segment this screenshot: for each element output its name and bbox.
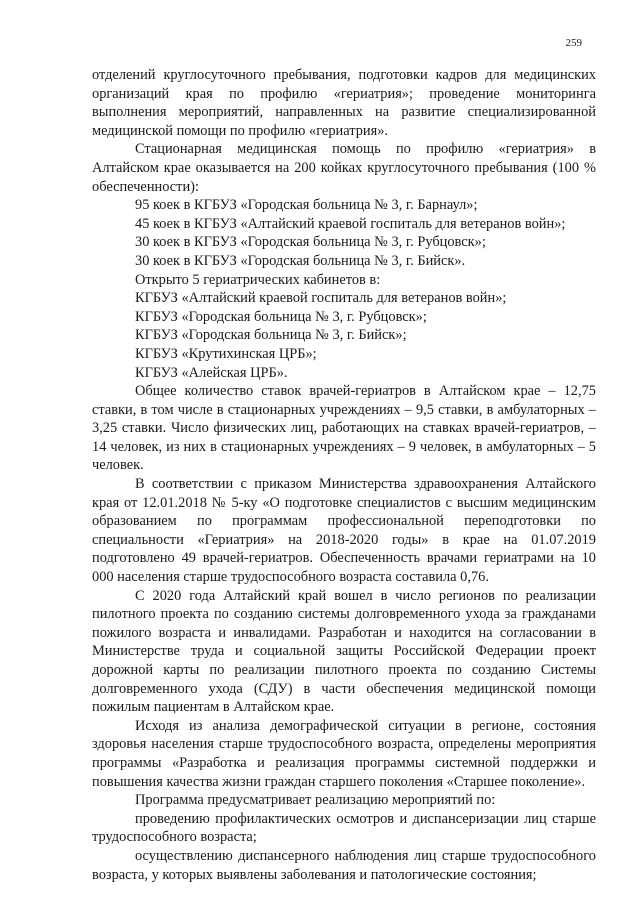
paragraph: Общее количество ставок врачей-гериатров в Алтайском крае – 12,75 ставки, в том числе в стационарных учреждениях – 9,5 ставки, в амбулаторных – 3,25 ставки. Число физических лиц, работающих на ставках врачей-гериатров, – 14 человек, из них в стационарных учреждениях – 9 человек, в амбулаторных – 5 человек. (92, 383, 596, 474)
page-number: 259 (565, 37, 582, 49)
paragraph: Стационарная медицинская помощь по профилю «гериатрия» в Алтайском крае оказывается на 200 койках круглосуточного пребывания (100 % обеспеченности): (92, 141, 596, 195)
paragraph: проведению профилактических осмотров и диспансеризации лиц старше трудоспособного возраста; (92, 810, 596, 846)
paragraph: Программа предусматривает реализацию мероприятий по: (135, 792, 496, 809)
list-item: 95 коек в КГБУЗ «Городская больница № 3, г. Барнаул»; (135, 197, 478, 214)
list-item: КГБУЗ «Городская больница № 3, г. Бийск»; (135, 327, 407, 344)
list-item: 30 коек в КГБУЗ «Городская больница № 3, г. Рубцовск»; (135, 234, 486, 251)
document-body (92, 66, 596, 884)
paragraph: осуществлению диспансерного наблюдения лиц старше трудоспособного возраста, у которых выявлены заболевания и патологические состояния; (92, 847, 596, 883)
list-item: КГБУЗ «Крутихинская ЦРБ»; (135, 345, 317, 362)
paragraph: Исходя из анализа демографической ситуации в регионе, состояния здоровья населения старше трудоспособного возраста, определены мероприятия программы «Разработка и реализация программы системной поддержки и повышения качества жизни граждан старшего поколения «Старшее поколение». (92, 717, 596, 790)
list-item: КГБУЗ «Алтайский краевой госпиталь для ветеранов войн»; (135, 290, 507, 307)
list-item: КГБУЗ «Алейская ЦРБ». (135, 364, 288, 381)
list-item: 45 коек в КГБУЗ «Алтайский краевой госпиталь для ветеранов войн»; (135, 215, 566, 232)
list-item: 30 коек в КГБУЗ «Городская больница № 3, г. Бийск». (135, 252, 466, 269)
list-item: КГБУЗ «Городская больница № 3, г. Рубцовск»; (135, 308, 427, 325)
paragraph: отделений круглосуточного пребывания, подготовки кадров для медицинских организаций края по профилю «гериатрия»; проведение мониторинга выполнения мероприятий, направленных на развитие специализированной медицинской помощи по профилю «гериатрия». (92, 67, 596, 139)
paragraph: В соответствии с приказом Министерства здравоохранения Алтайского края от 12.01.2018 № 5-ку «О подготовке специалистов с высшим медицинским образованием по программам профессиональной переподготовки по специальности «Гериатрия» на 2018-2020 годы» в крае на 01.07.2019 подготовлено 49 врачей-гериатров. Обеспеченность врачами гериатрами на 10 000 населения старше трудоспособного возраста составила 0,76. (92, 476, 596, 586)
paragraph: С 2020 года Алтайский край вошел в число регионов по реализации пилотного проекта по созданию системы долговременного ухода за гражданами пожилого возраста и инвалидами. Разработан и находится на согласовании в Министерстве труда и социальной защиты Российской Федерации проект дорожной карты по реализации пилотного проекта по созданию Системы долговременного ухода (СДУ) в части обеспечения медицинской помощи пожилым пациентам в Алтайском крае. (92, 587, 596, 716)
list-intro: Открыто 5 гериатрических кабинетов в: (135, 271, 381, 288)
